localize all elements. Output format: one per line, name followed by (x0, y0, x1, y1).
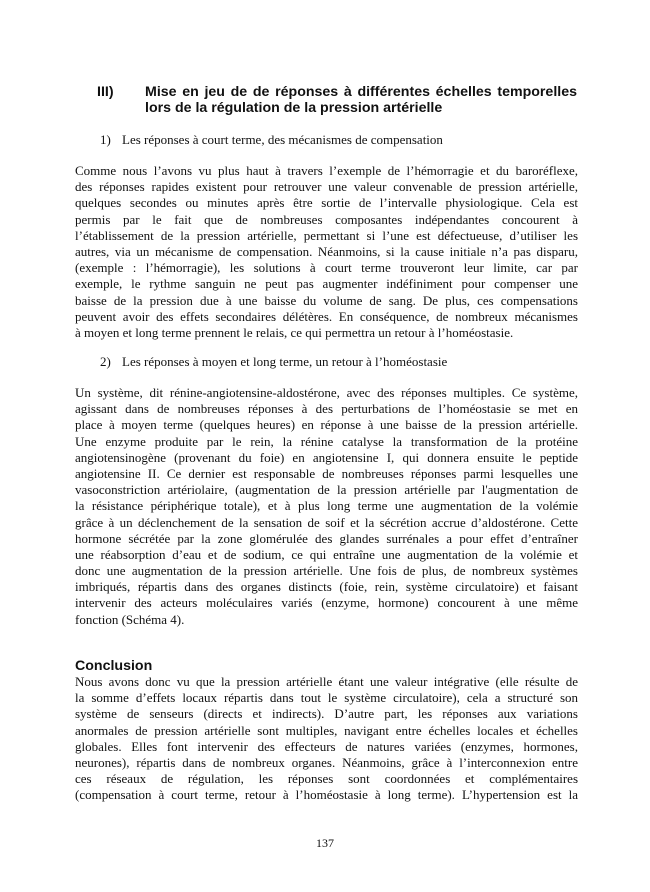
text-line: exemple, le rythme sanguin ne peut pas augmenter indéfiniment pour compenser une (75, 276, 578, 292)
text-line: intervenir des acteurs moléculaires variés (enzyme, hormone) concourent à une même (75, 595, 578, 611)
subsection-2-number: 2) (100, 354, 111, 369)
text-line: anormales de pression artérielle sont multiples, navigant entre échelles locales et échelles (75, 722, 578, 738)
section-title (145, 84, 577, 116)
text-line: agissant dans de nombreuses réponses à des perturbations de l’homéostasie se met en (75, 401, 578, 417)
paragraph-short-term (75, 163, 578, 341)
text-line: grâce à un déclenchement de la sensation de soif et la sécrétion accrue d’aldostérone. Cette (75, 514, 578, 530)
text-line: des réponses rapides existent pour retrouver une valeur convenable de pression artérielle, (75, 179, 578, 195)
conclusion-heading: Conclusion (75, 658, 153, 674)
text-line: neurones), répartis dans de nombreux organes. Néanmoins, grâce à l’interconnexion entre (75, 754, 578, 770)
subsection-1-title: Les réponses à court terme, des mécanismes de compensation (122, 132, 443, 147)
text-line: globales. Elles font intervenir des effecteurs de natures variées (enzymes, hormones, (75, 738, 578, 754)
text-line: (exemple : l’hémorragie), les solutions à court terme trouveront leur limite, car par (75, 260, 578, 276)
text-line: peuvent avoir des effets secondaires délétères. En conséquence, de nombreux mécanismes (75, 308, 578, 324)
text-line: hormone sécrétée par la zone glomérulée des glandes surrénales a pour effet d’entraîner (75, 530, 578, 546)
page-number: 137 (316, 836, 334, 850)
text-line: ces réseaux de régulation, les réponses sont coordonnées et complémentaires (75, 771, 578, 787)
text-line: à moyen et long terme prennent le relais, ce qui permettra un retour à l’homéostasie. (75, 324, 514, 340)
subsection-1-number: 1) (100, 132, 111, 147)
text-line: imbriqués, répartis dans des organes distincts (foie, rein, système circulatoire) et faisant (75, 579, 578, 595)
text-line: (compensation à court terme, retour à l’homéostasie à long terme). L’hypertension est la (75, 787, 578, 803)
section-title-line: Mise en jeu de de réponses à différentes échelles temporelles (145, 84, 577, 100)
text-line: Une enzyme produite par le rein, la rénine catalyse la transformation de la protéine (75, 433, 578, 449)
text-line: l’établissement de la pression artérielle, permettant si l’une est défectueuse, d’utiliser les (75, 227, 578, 243)
text-line: angiotensine II. Ce dernier est responsable de nombreuses réponses parmi lesquelles une (75, 465, 578, 481)
text-line: fonction (Schéma 4). (75, 611, 185, 627)
text-line: système de senseurs (directs et indirects). D’autre part, les réponses aux variations (75, 706, 578, 722)
section-number: III) (97, 84, 114, 100)
text-line: place à moyen terme (quelques heures) en réponse à une baisse de la pression artérielle. (75, 417, 578, 433)
text-line: autres, via un mécanisme de compensation. Néanmoins, si la cause initiale n’a pas disparu, (75, 243, 578, 259)
text-line: donc une augmentation de la pression artérielle. Une fois de plus, de nombreux systèmes (75, 563, 578, 579)
text-line: vasoconstriction artériolaire, (augmentation de la pression artérielle par l'augmentation de (75, 482, 578, 498)
paragraph-conclusion (75, 674, 578, 804)
paragraph-long-term (75, 385, 578, 628)
text-line: la résistance périphérique totale), et à plus long terme une augmentation de la volémie (75, 498, 578, 514)
text-line: Un système, dit rénine-angiotensine-aldostérone, avec des réponses multiples. Ce système, (75, 385, 578, 400)
text-line: permis par le fait que de nombreuses composantes indépendantes concourent à (75, 211, 578, 227)
text-line: quelques secondes ou minutes après être sortie de l’intervalle physiologique. Cela est (75, 195, 578, 211)
text-line: baisse de la pression due à une baisse du volume de sang. De plus, ces compensations (75, 292, 578, 308)
text-line: Comme nous l’avons vu plus haut à travers l’exemple de l’hémorragie et du baroréflexe, (75, 163, 578, 178)
text-line: la somme d’effets locaux répartis dans tout le système circulatoire), cela a structuré son (75, 690, 578, 706)
text-line: angiotensinogène (provenant du foie) en angiotensine I, qui donnera ensuite le peptide (75, 449, 578, 465)
text-line: une réabsorption d’eau et de sodium, ce qui entraîne une augmentation de la volémie et (75, 546, 578, 562)
subsection-2-title: Les réponses à moyen et long terme, un retour à l’homéostasie (122, 354, 448, 369)
section-title-line: lors de la régulation de la pression artérielle (145, 100, 443, 116)
text-line: Nous avons donc vu que la pression artérielle étant une valeur intégrative (elle résulte de (75, 674, 578, 689)
